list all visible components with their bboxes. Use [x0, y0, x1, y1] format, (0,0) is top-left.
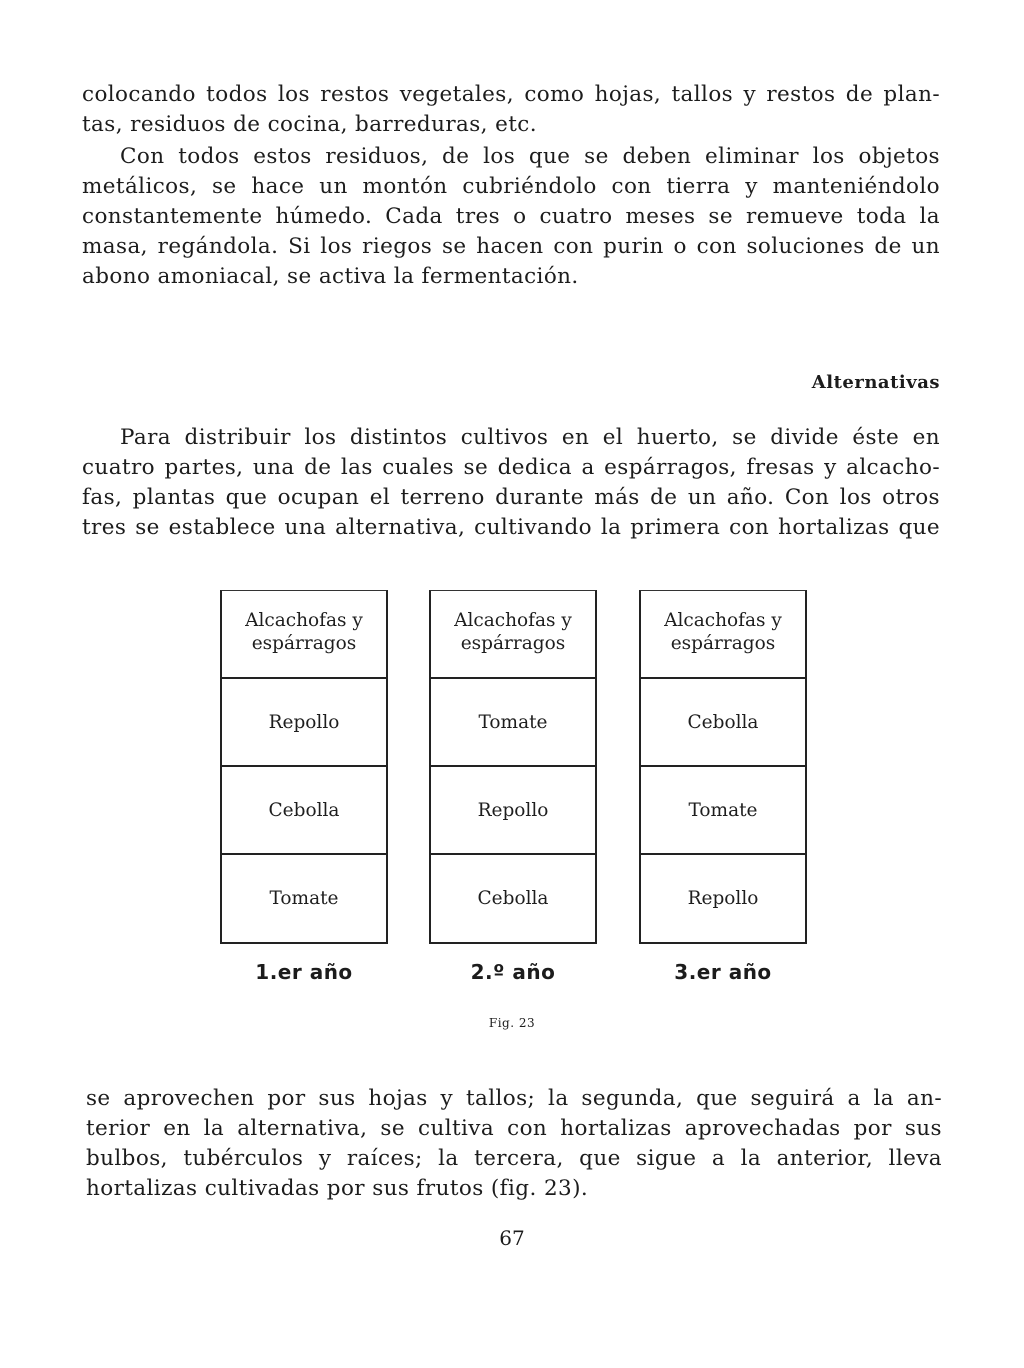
text-line: Para distribuir los distintos cultivos en el huerto, se divide éste en: [120, 425, 940, 450]
rotation-column-year3: [639, 590, 807, 944]
rotation-column-year2: [429, 590, 597, 944]
text-line: constantemente húmedo. Cada tres o cuatro meses se remueve toda la: [82, 204, 940, 229]
text-line: cuatro partes, una de las cuales se dedica a espárragos, fresas y alcacho-: [82, 455, 940, 480]
plot-cell: Alcachofas y espárragos: [222, 591, 386, 679]
plot-cell: Repollo: [431, 767, 595, 855]
rotation-column-year1: [220, 590, 388, 944]
plot-cell: Repollo: [687, 887, 759, 909]
paragraph-rotation: [86, 1084, 942, 1204]
text-line: terior en la alternativa, se cultiva con hortalizas aprovechadas por sus: [86, 1116, 942, 1141]
year-label: 2.º año: [470, 960, 556, 984]
plot-cell: Tomate: [431, 679, 595, 767]
text-line: colocando todos los restos vegetales, como hojas, tallos y restos de plan-: [82, 82, 940, 107]
text-line: tas, residuos de cocina, barreduras, etc.: [82, 112, 537, 137]
text-line: metálicos, se hace un montón cubriéndolo con tierra y manteniéndolo: [82, 174, 940, 199]
text-line: se aprovechen por sus hojas y tallos; la segunda, que seguirá a la an-: [86, 1086, 942, 1111]
section-heading: Alternativas: [811, 372, 940, 393]
plot-cell: Alcachofas y espárragos: [641, 591, 805, 679]
text-line: Con todos estos residuos, de los que se deben eliminar los objetos: [120, 144, 940, 169]
figure-caption: Fig. 23: [488, 1016, 536, 1030]
plot-cell: Cebolla: [477, 887, 549, 909]
text-line: fas, plantas que ocupan el terreno durante más de un año. Con los otros: [82, 485, 940, 510]
year-label: 3.er año: [674, 960, 772, 984]
plot-cell: Tomate: [269, 887, 339, 909]
plot-cell: Alcachofas y espárragos: [431, 591, 595, 679]
plot-cell: Cebolla: [641, 679, 805, 767]
text-line: tres se establece una alternativa, cultivando la primera con hortalizas que: [82, 515, 940, 540]
plot-cell: Repollo: [222, 679, 386, 767]
plot-cell: Tomate: [641, 767, 805, 855]
text-line: hortalizas cultivadas por sus frutos (fig. 23).: [86, 1176, 589, 1201]
paragraph-compost: [82, 80, 940, 140]
paragraph-residues: [82, 142, 940, 292]
plot-cell: Cebolla: [222, 767, 386, 855]
year-label: 1.er año: [255, 960, 353, 984]
page-number: 67: [499, 1226, 525, 1250]
text-line: bulbos, tubérculos y raíces; la tercera, que sigue a la anterior, lleva: [86, 1146, 942, 1171]
text-line: abono amoniacal, se activa la fermentación.: [82, 264, 579, 289]
paragraph-distribution: [82, 423, 940, 543]
text-line: masa, regándola. Si los riegos se hacen con purin o con soluciones de un: [82, 234, 940, 259]
